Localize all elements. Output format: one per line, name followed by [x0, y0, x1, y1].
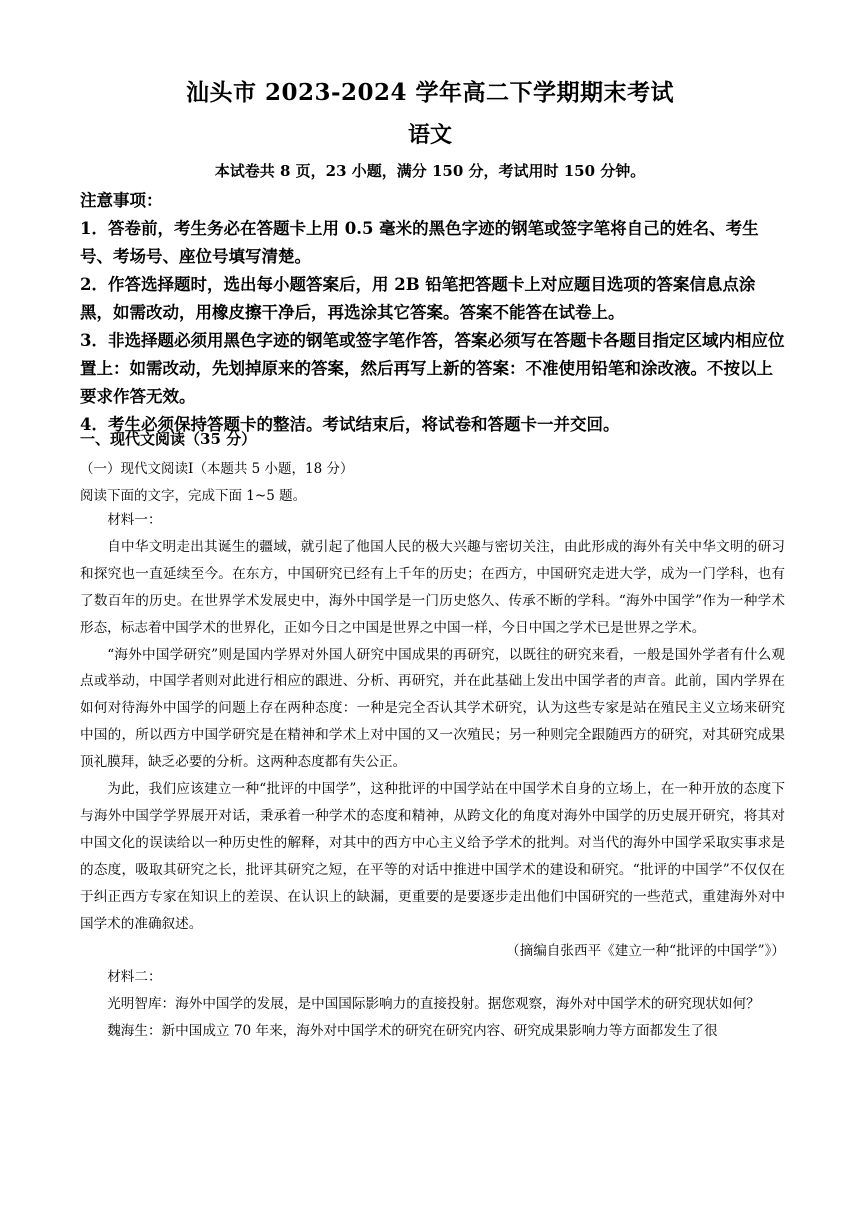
- notes-block: [80, 187, 786, 439]
- note-item-1: 1．答卷前，考生务必在答题卡上用 0.5 毫米的黑色字迹的钢笔或签字笔将自己的姓名、考生号、考场号、座位号填写清楚。: [80, 219, 759, 266]
- exam-title: 汕头市 2023-2024 学年高二下学期期末考试: [185, 79, 675, 106]
- note-item-2: 2．作答选择题时，选出每小题答案后，用 2B 铅笔把答题卡上对应题目选项的答案信息点涂黑，如需改动，用橡皮擦干净后，再选涂其它答案。答案不能答在试卷上。: [80, 275, 756, 322]
- exam-info: 本试卷共 8 页，23 小题，满分 150 分，考试用时 150 分钟。: [214, 162, 646, 180]
- notes-heading: 注意事项：: [80, 191, 163, 210]
- material-one-paragraph-3: 为此，我们应该建立一种“批评的中国学”，这种批评的中国学站在中国学术自身的立场上，在一种开放的态度下与海外中国学学界展开对话，秉承着一种学术的态度和精神，从跨文化的角度对海外中国学的历史展开研究，将其对中国文化的误读给以一种历史性的解释，对其中的西方中心主义给予学术的批判。对当代的海外中国学采取实事求是的态度，吸取其研究之长，批评其研究之短，在平等的对话中推进中国学术的建设和研究。“批评的中国学”不仅仅在于纠正西方专家在知识上的差误、在认识上的缺漏，更重要的是要逐步走出他们中国研究的一些范式，重建海外对中国学术的准确叙述。: [80, 781, 785, 932]
- material-one-paragraph-1: 自中华文明走出其诞生的疆域，就引起了他国人民的极大兴趣与密切关注，由此形成的海外有关中华文明的研习和探究也一直延续至今。在东方，中国研究已经有上千年的历史；在西方，中国研究走进大学，成为一门学科，也有了数百年的历史。在世界学术发展史中，海外中国学是一门历史悠久、传承不断的学科。“海外中国学”作为一种学术形态，标志着中国学术的世界化，正如今日之中国是世界之中国一样，今日中国之学术已是世界之学术。: [80, 538, 785, 636]
- subject-title: 语文: [407, 122, 452, 148]
- note-item-3: 3．非选择题必须用黑色字迹的钢笔或签字笔作答，答案必须写在答题卡各题目指定区域内相应位置上：如需改动，先划掉原来的答案，然后再写上新的答案：不准使用铅笔和涂改液。不按以上要求作答无效。: [80, 331, 785, 406]
- material-one-source: （摘编自张西平《建立一种“批评的中国学”》）: [506, 942, 785, 959]
- section-heading: 一、现代文阅读（35 分）: [80, 430, 257, 448]
- material-one-label: 材料一：: [107, 512, 162, 528]
- material-two-paragraph-1: 光明智库：海外中国学的发展，是中国国际影响力的直接投射。据您观察，海外对中国学术的研究现状如何？: [107, 996, 760, 1013]
- reading-instruction: 阅读下面的文字，完成下面 1~5 题。: [80, 488, 307, 504]
- material-one: [80, 507, 785, 1045]
- material-one-paragraph-2: “海外中国学研究”则是国内学界对外国人研究中国成果的再研究，以既往的研究来看，一般是国外学者有什么观点或举动，中国学者则对此进行相应的跟进、分析、再研究，并在此基础上发出中国学者的声音。此前，国内学界在如何对待海外中国学的问题上存在两种态度：一种是完全否认其学术研究，认为这些专家是站在殖民主义立场来研究中国的，所以西方中国学研究是在精神和学术上对中国的又一次殖民；另一种则完全跟随西方的研究，对其研究成果顶礼膜拜，缺乏必要的分析。这两种态度都有失公正。: [80, 646, 785, 771]
- material-two-paragraph-2: 魏海生：新中国成立 70 年来，海外对中国学术的研究在研究内容、研究成果影响力等方面都发生了很: [107, 1023, 718, 1040]
- subsection-heading: （一）现代文阅读Ⅰ（本题共 5 小题，18 分）: [80, 461, 354, 477]
- note-item-4: 4．考生必须保持答题卡的整洁。考试结束后，将试卷和答题卡一并交回。: [80, 415, 620, 434]
- material-two-label: 材料二：: [107, 969, 162, 986]
